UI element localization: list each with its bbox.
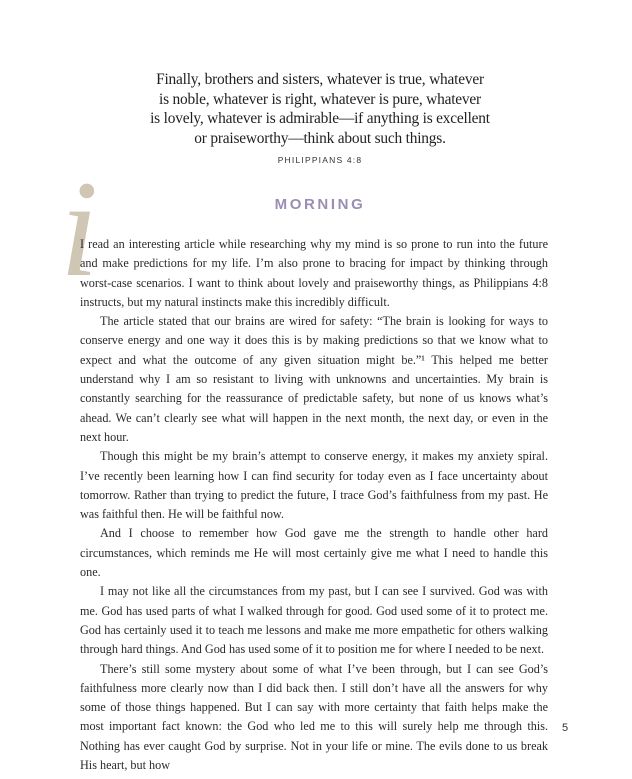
epigraph-citation: PHILIPPIANS 4:8	[277, 155, 363, 165]
section-title: MORNING	[274, 196, 366, 213]
body-paragraph: The article stated that our brains are wired for safety: “The brain is looking for ways to conserve energy and one way it does this is by making predictions so that we know what to expect and what the outcome of any given situation might be.”¹ This helped me better understand why I am so resistant to living with unknowns and uncertainties. My brain is constantly searching for the reassurance of predictable safety, but none of us knows what’s ahead. We can’t clearly see what will happen in the next month, the next day, or even in the next hour.	[80, 314, 548, 444]
body-paragraph: I may not like all the circumstances from my past, but I can see I survived. God was with me. God has used parts of what I walked through for good. God used some of it to protect me. God has certainly used it to teach me lessons and make me more empathetic for others walking through hard things. And God has used some of it to position me for where I needed to be next.	[80, 584, 548, 657]
body-paragraph: Though this might be my brain’s attempt to conserve energy, it makes my anxiety spiral. I’ve recently been learning how I can find security for today even as I face uncertainty about tomorrow. Rather than trying to predict the future, I trace God’s faithfulness from my past. He was faithful then. He will be faithful now.	[80, 449, 548, 522]
body-paragraph: And I choose to remember how God gave me the strength to handle other hard circumstances, which reminds me He will most certainly give me what I need to handle this one.	[80, 526, 548, 580]
epigraph-line: is lovely, whatever is admirable—if anything is excellent	[150, 110, 490, 127]
epigraph-quote	[150, 70, 490, 148]
page-number: 5	[562, 722, 569, 734]
body-paragraph: There’s still some mystery about some of what I’ve been through, but I can see God’s faithfulness more clearly now than I did back then. I still don’t have all the answers for why some of those things happened. But I can say with more certainty that faith helps make the most important fact known: the God who led me to this will surely help me through this. Nothing has ever caught God by surprise. Not in your life or mine. The evils done to us break His heart, but how	[80, 661, 548, 773]
epigraph-line: Finally, brothers and sisters, whatever is true, whatever	[156, 71, 484, 88]
body-paragraph: I read an interesting article while researching why my mind is so prone to run into the future and make predictions for my life. I’m also prone to bracing for impact by thinking through worst-case scenarios. I want to think about lovely and praiseworthy things, as Philippians 4:8 instructs, but my natural instincts make this incredibly difficult.	[80, 237, 548, 309]
epigraph-line: or praiseworthy—think about such things.	[194, 129, 446, 147]
decorative-dropcap: i	[60, 152, 99, 305]
epigraph-line: is noble, whatever is right, whatever is pure, whatever	[159, 90, 481, 108]
body-text	[80, 235, 548, 775]
